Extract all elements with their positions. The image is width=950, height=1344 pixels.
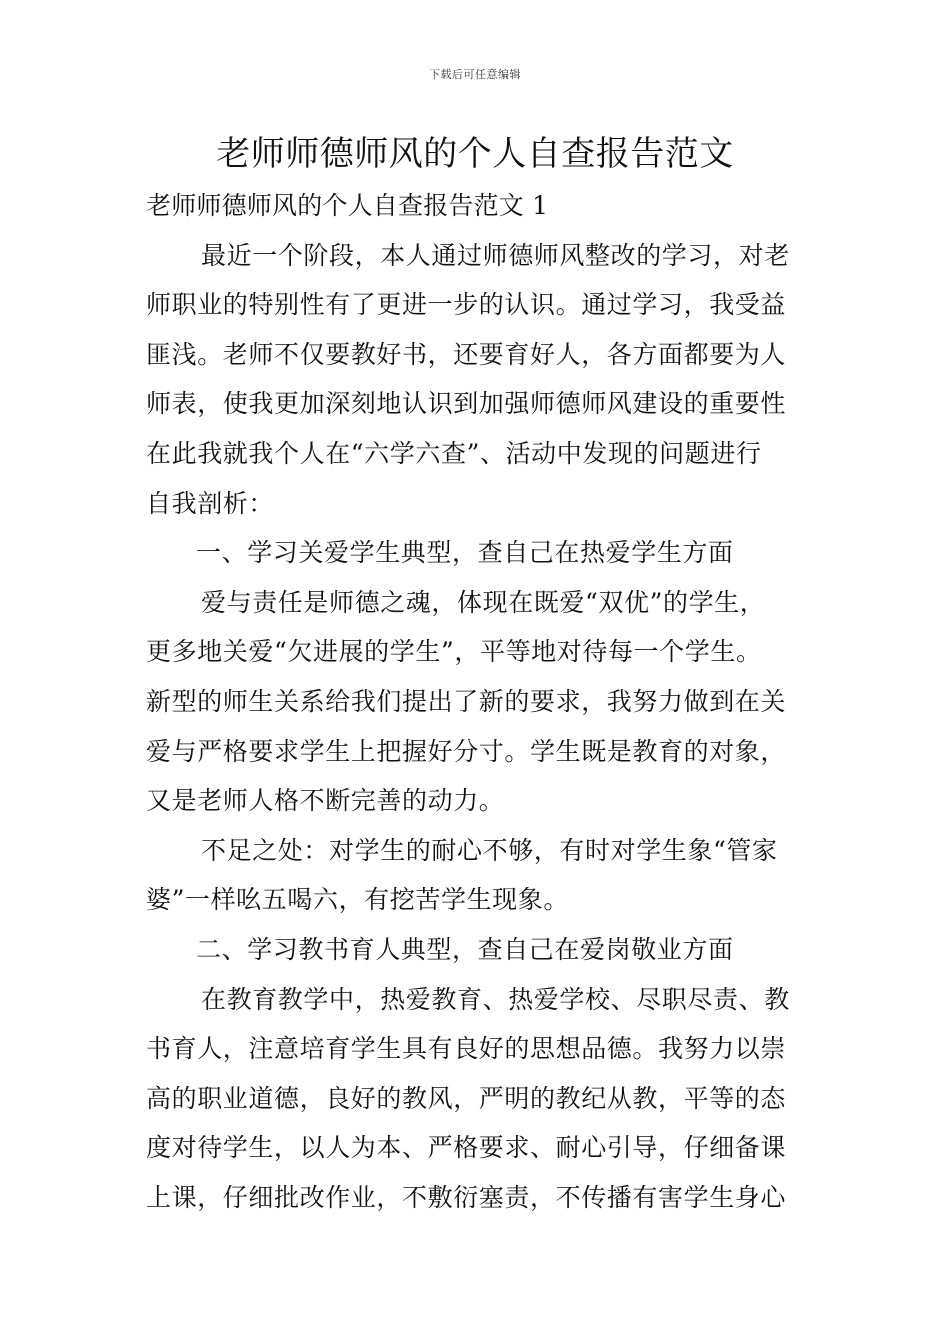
paragraph-love-students	[146, 578, 808, 826]
text-line: 高的职业道德，良好的教风，严明的教纪从教，平等的态	[146, 1083, 787, 1113]
text-line: 又是老师人格不断完善的动力。	[146, 786, 505, 816]
text-line: 不足之处：对学生的耐心不够，有时对学生象“管家	[201, 835, 778, 865]
text-line: 匪浅。老师不仅要教好书，还要育好人，各方面都要为人	[146, 339, 787, 369]
section-heading-2	[146, 925, 808, 975]
header-note: 下载后可任意编辑	[429, 68, 521, 81]
text-line: 在此我就我个人在“六学六查”、活动中发现的问题进行	[146, 438, 762, 468]
text-line: 上课，仔细批改作业，不敷衍塞责，不传播有害学生身心	[146, 1182, 787, 1212]
text-line: 在教育教学中，热爱教育、热爱学校、尽职尽责、教	[201, 984, 790, 1014]
document-title: 老师师德师风的个人自查报告范文	[216, 134, 734, 174]
text-line: 新型的师生关系给我们提出了新的要求，我努力做到在关	[146, 686, 787, 716]
text-line: 更多地关爱“欠进展的学生”，平等地对待每一个学生。	[146, 637, 762, 667]
section-heading: 一、学习关爱学生典型，查自己在热爱学生方面	[196, 538, 734, 568]
text-line: 自我剖析：	[146, 488, 275, 518]
text-line: 婆”一样吆五喝六，有挖苦学生现象。	[146, 885, 569, 915]
document-subtitle: 老师师德师风的个人自查报告范文 1	[146, 191, 549, 220]
text-line: 度对待学生，以人为本、严格要求、耐心引导，仔细备课	[146, 1133, 787, 1163]
text-line: 爱与严格要求学生上把握好分寸。学生既是教育的对象，	[146, 736, 787, 766]
text-line: 师表，使我更加深刻地认识到加强师德师风建设的重要性	[146, 389, 787, 419]
section-heading-1	[146, 528, 808, 578]
text-line: 最近一个阶段，本人通过师德师风整改的学习，对老	[201, 240, 790, 270]
text-line: 爱与责任是师德之魂，体现在既爱“双优”的学生，	[201, 587, 766, 617]
document-body	[146, 181, 808, 1222]
paragraph-shortcomings	[146, 826, 808, 925]
text-line: 师职业的特别性有了更进一步的认识。通过学习，我受益	[146, 290, 787, 320]
paragraph-dedication	[146, 975, 808, 1223]
section-heading: 二、学习教书育人典型，查自己在爱岗敬业方面	[196, 934, 734, 964]
paragraph-intro	[146, 231, 808, 529]
text-line: 书育人，注意培育学生具有良好的思想品德。我努力以崇	[146, 1034, 787, 1064]
